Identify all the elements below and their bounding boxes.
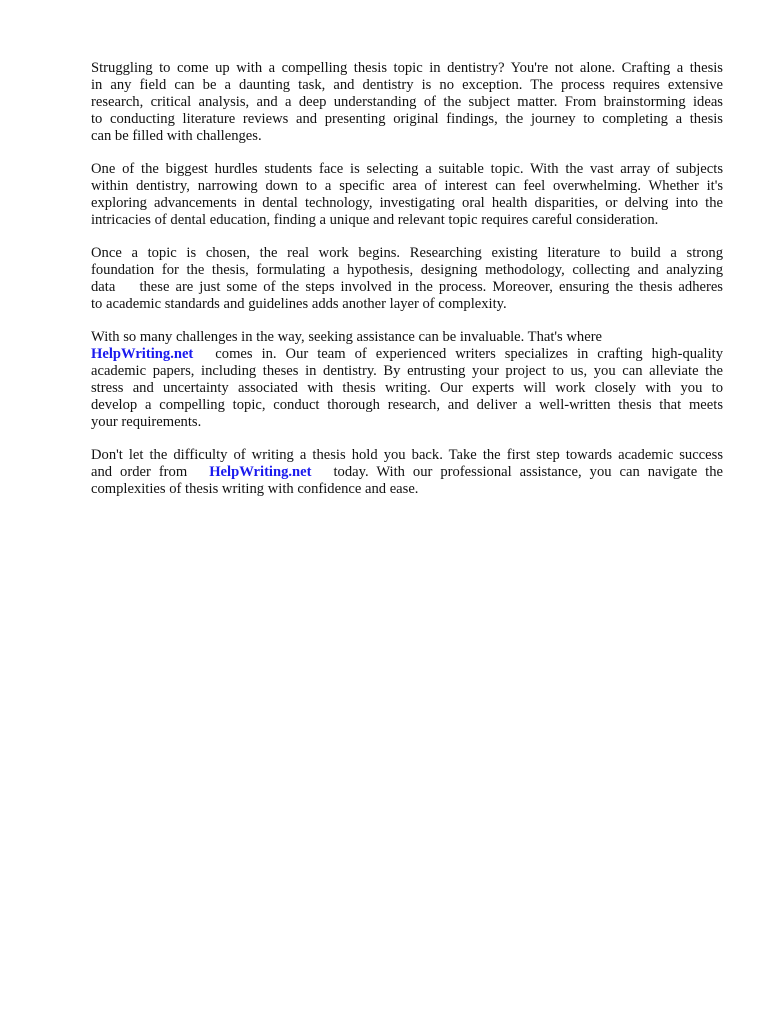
text-line: research, critical analysis, and a deep understanding of the subject matter. From brainstorming ideas [91,94,723,110]
helpwriting-link[interactable]: HelpWriting.net [209,464,312,480]
paragraph-assistance [91,329,723,431]
text-fragment: today. With our professional assistance, you can navigate the [333,464,723,480]
text-line: stress and uncertainty associated with thesis writing. Our experts will work closely with you to [91,380,723,396]
text-line: exploring advancements in dental technology, investigating oral health disparities, or delving into the [91,195,723,211]
document-page [91,60,723,514]
text-line: academic papers, including theses in dentistry. By entrusting your project to us, you can alleviate the [91,363,723,379]
text-line: data these are just some of the steps involved in the process. Moreover, ensuring the thesis adheres [91,279,723,295]
helpwriting-link[interactable]: HelpWriting.net [91,346,194,362]
text-line-with-link [91,464,723,481]
text-line: One of the biggest hurdles students face is selecting a suitable topic. With the vast array of subjects [91,161,723,177]
text-line: develop a compelling topic, conduct thorough research, and deliver a well-written thesis that meets [91,397,723,413]
paragraph-topic-selection [91,161,723,229]
text-line: within dentistry, narrowing down to a specific area of interest can feel overwhelming. Whether it's [91,178,723,194]
text-line: With so many challenges in the way, seeking assistance can be invaluable. That's where [91,329,603,345]
text-line: Once a topic is chosen, the real work begins. Researching existing literature to build a strong [91,245,723,261]
paragraph-call-to-action [91,447,723,498]
text-line: to conducting literature reviews and presenting original findings, the journey to completing a thesis [91,111,723,127]
text-line: your requirements. [91,414,202,430]
text-fragment: and order from [91,464,188,480]
text-line: foundation for the thesis, formulating a hypothesis, designing methodology, collecting and analyzing [91,262,723,278]
text-fragment: comes in. Our team of experienced writers specializes in crafting high-quality [215,346,723,362]
text-line: complexities of thesis writing with confidence and ease. [91,481,419,497]
text-line: in any field can be a daunting task, and dentistry is no exception. The process requires extensive [91,77,723,93]
text-line: intricacies of dental education, finding a unique and relevant topic requires careful consideration. [91,212,659,228]
paragraph-intro [91,60,723,145]
text-line: can be filled with challenges. [91,128,262,144]
text-line: Struggling to come up with a compelling thesis topic in dentistry? You're not alone. Crafting a thesis [91,60,723,76]
text-line: Don't let the difficulty of writing a thesis hold you back. Take the first step towards academic success [91,447,723,463]
text-line: to academic standards and guidelines adds another layer of complexity. [91,296,507,312]
text-line-with-link [91,346,723,363]
paragraph-real-work [91,245,723,313]
